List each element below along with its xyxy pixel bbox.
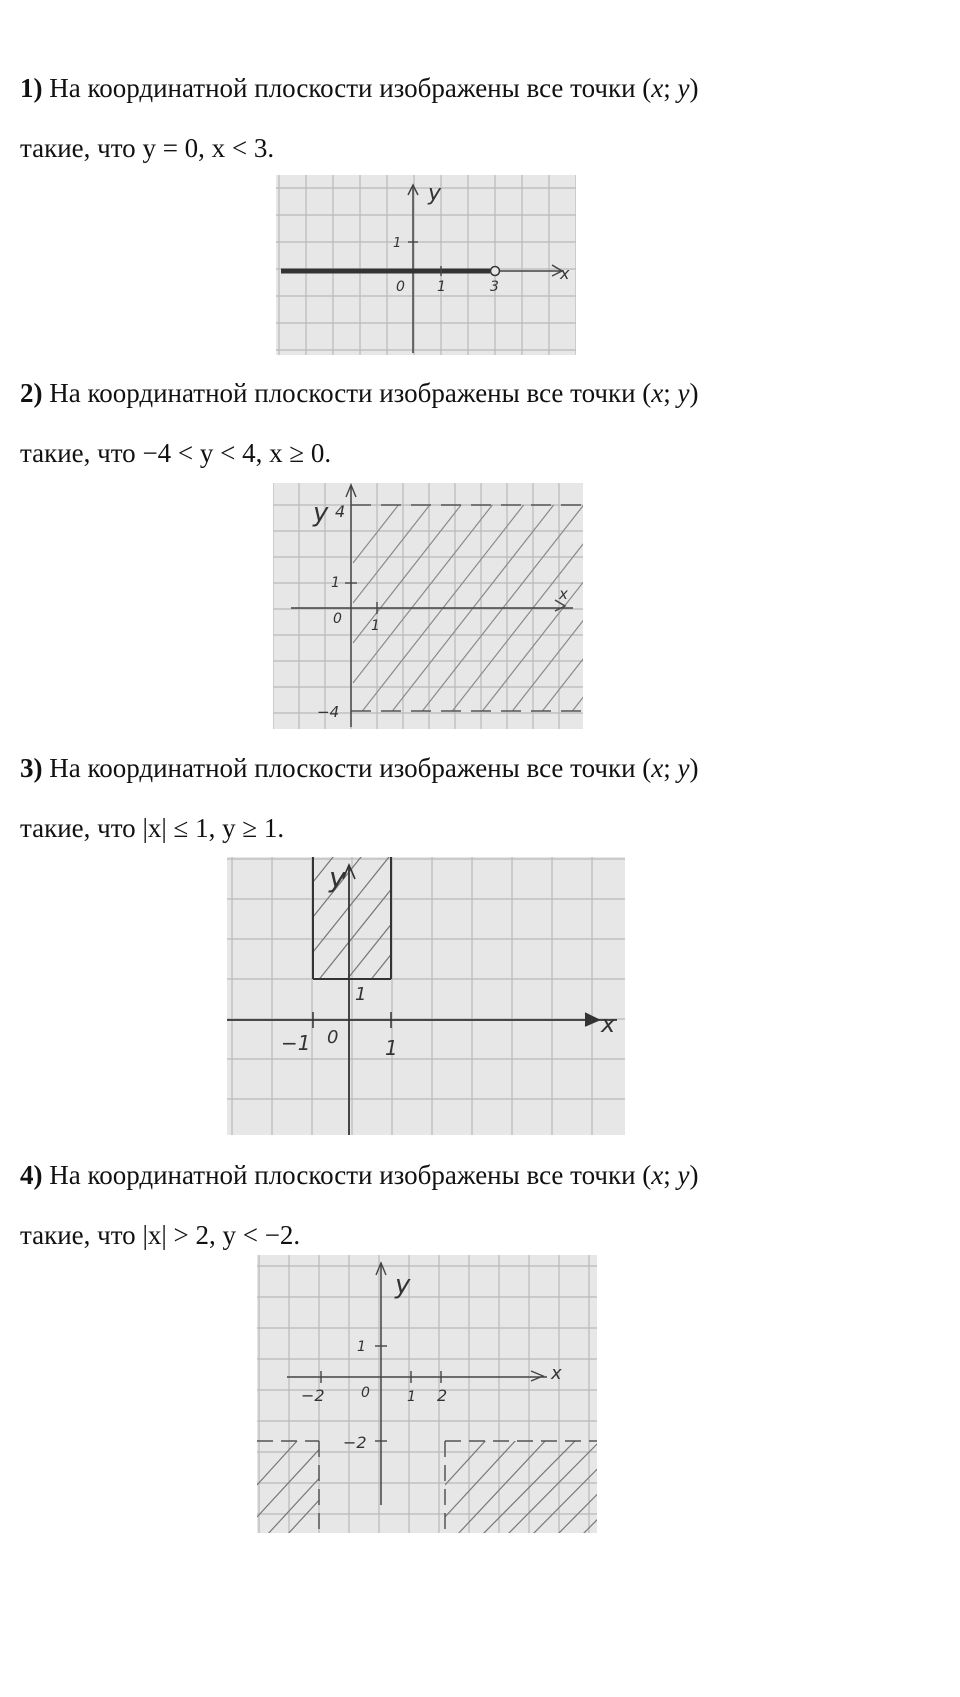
problem-1-line-2 xyxy=(20,118,940,178)
tick-label-y-1: 1 xyxy=(393,236,402,251)
problem-2-text xyxy=(20,363,940,483)
var-x: x xyxy=(651,378,664,408)
tick-label-y-1: 1 xyxy=(331,575,340,591)
tick-label-x-1: 1 xyxy=(407,1389,416,1405)
separator: ; xyxy=(663,378,678,408)
problem-1-text xyxy=(20,58,940,178)
figure-2 xyxy=(273,483,583,729)
coordinate-plane-2 xyxy=(273,483,583,729)
paren-close: ) xyxy=(689,753,699,783)
statement: На координатной плоскости изображены все точки ( xyxy=(49,73,652,103)
paren-close: ) xyxy=(689,73,699,103)
origin-label: 0 xyxy=(396,279,405,295)
open-point xyxy=(491,267,500,276)
problem-1-line-1 xyxy=(20,58,940,118)
problem-number: 3) xyxy=(20,753,43,783)
origin-label: 0 xyxy=(361,1385,370,1401)
axis-label-x: x xyxy=(560,264,570,283)
tick-label-x-1: 1 xyxy=(437,279,446,295)
condition-prefix: такие, что xyxy=(20,1220,143,1250)
var-y: y xyxy=(677,1160,690,1190)
paren-close: ) xyxy=(689,1160,699,1190)
var-y: y xyxy=(677,753,690,783)
coordinate-plane-4 xyxy=(257,1255,597,1533)
tick-label-x-minus-2: −2 xyxy=(301,1386,325,1405)
separator: ; xyxy=(663,73,678,103)
problem-2-line-2 xyxy=(20,423,940,483)
axis-label-y: y xyxy=(329,861,346,894)
var-x: x xyxy=(651,753,664,783)
problem-3-line-1 xyxy=(20,738,940,798)
problem-number: 2) xyxy=(20,378,43,408)
condition: |x| ≤ 1, y ≥ 1. xyxy=(142,813,285,843)
tick-label-y-minus-4: −4 xyxy=(317,703,340,721)
statement: На координатной плоскости изображены все точки ( xyxy=(49,378,652,408)
origin-label: 0 xyxy=(327,1027,339,1048)
separator: ; xyxy=(663,753,678,783)
axis-label-y: y xyxy=(395,1270,411,1300)
separator: ; xyxy=(663,1160,678,1190)
condition: −4 < y < 4, x ≥ 0. xyxy=(142,438,332,468)
problem-number: 1) xyxy=(20,73,43,103)
condition: |x| > 2, y < −2. xyxy=(142,1220,301,1250)
tick-label-x-1: 1 xyxy=(385,1036,398,1060)
tick-label-x-3: 3 xyxy=(490,279,499,295)
graph-paper xyxy=(276,175,576,355)
tick-label-y-1: 1 xyxy=(357,1339,366,1355)
statement: На координатной плоскости изображены все точки ( xyxy=(49,1160,652,1190)
coordinate-plane-3 xyxy=(227,857,625,1135)
problem-4-text xyxy=(20,1145,940,1265)
figure-1 xyxy=(276,175,576,355)
tick-label-x-minus-1: −1 xyxy=(281,1031,311,1055)
var-x: x xyxy=(651,1160,664,1190)
paren-close: ) xyxy=(689,378,699,408)
problem-3-line-2 xyxy=(20,798,940,858)
axis-label-x: x xyxy=(601,1010,616,1038)
tick-label-x-1: 1 xyxy=(371,618,380,634)
axis-label-x: x xyxy=(551,1363,562,1384)
problem-number: 4) xyxy=(20,1160,43,1190)
axis-label-y: y xyxy=(313,498,329,528)
tick-label-x-2: 2 xyxy=(437,1386,448,1405)
tick-label-y-4: 4 xyxy=(335,502,346,521)
condition: y = 0, x < 3. xyxy=(142,133,275,163)
problem-3-text xyxy=(20,738,940,858)
condition-prefix: такие, что xyxy=(20,133,143,163)
tick-label-y-1: 1 xyxy=(355,984,367,1005)
var-y: y xyxy=(677,73,690,103)
var-y: y xyxy=(677,378,690,408)
tick-label-y-minus-2: −2 xyxy=(343,1433,367,1452)
origin-label: 0 xyxy=(333,611,342,627)
axis-label-x: x xyxy=(559,585,568,603)
problem-2-line-1 xyxy=(20,363,940,423)
axis-label-y: y xyxy=(428,181,442,206)
var-x: x xyxy=(651,73,664,103)
coordinate-plane-1 xyxy=(276,175,576,355)
statement: На координатной плоскости изображены все точки ( xyxy=(49,753,652,783)
figure-3 xyxy=(227,857,625,1135)
figure-4 xyxy=(257,1255,597,1533)
condition-prefix: такие, что xyxy=(20,813,143,843)
problem-4-line-1 xyxy=(20,1145,940,1205)
condition-prefix: такие, что xyxy=(20,438,143,468)
